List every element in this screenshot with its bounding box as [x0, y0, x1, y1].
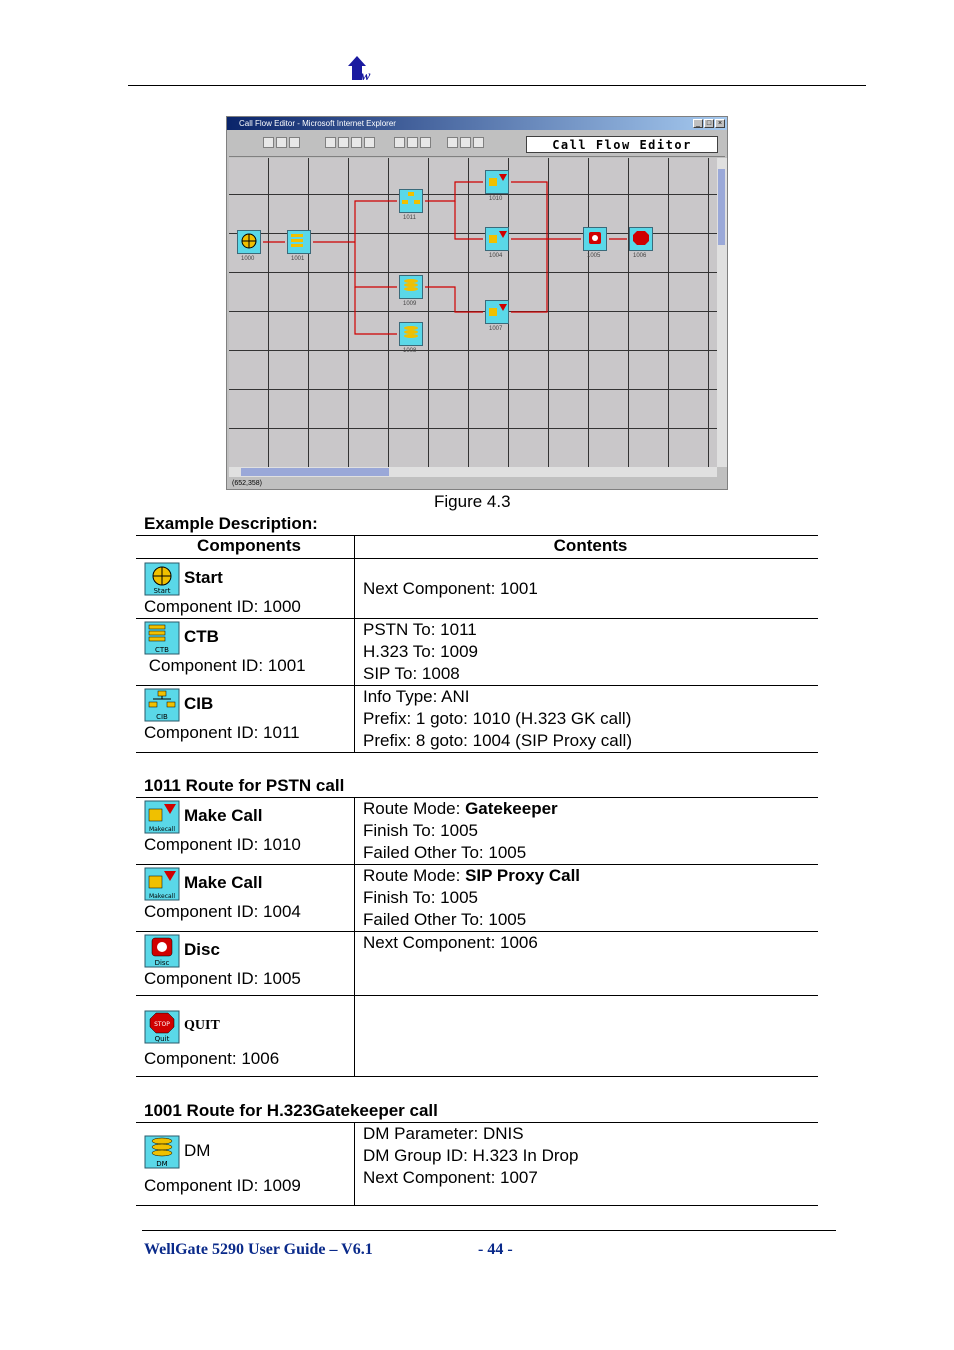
- flow-node-quit[interactable]: [629, 227, 653, 251]
- contents-line: SIP To: 1008: [363, 664, 460, 683]
- contents-line: Prefix: 1 goto: 1010 (H.323 GK call): [363, 709, 632, 728]
- component-name: QUIT: [184, 1018, 220, 1033]
- flow-node-id: 1000: [241, 256, 255, 262]
- window-controls: [693, 119, 725, 128]
- properties-icon[interactable]: [473, 137, 484, 148]
- horizontal-scroll-thumb[interactable]: [241, 468, 389, 476]
- open-icon[interactable]: [276, 137, 287, 148]
- flow-node-id: 1009: [403, 301, 417, 307]
- table-row: [136, 996, 818, 1077]
- cut-icon[interactable]: [325, 137, 336, 148]
- components-table: [136, 535, 818, 753]
- svg-text:Quit: Quit: [154, 1035, 170, 1043]
- svg-text:CIB: CIB: [156, 713, 168, 721]
- contents-line: Info Type: ANI: [363, 687, 470, 706]
- component-name: Start: [184, 568, 223, 587]
- contents-line: H.323 To: 1009: [363, 642, 478, 661]
- component-cell: [136, 798, 355, 865]
- footer-rule: [142, 1230, 836, 1231]
- contents-cell: [355, 996, 819, 1077]
- svg-text:Makecall: Makecall: [148, 893, 176, 900]
- page-number: - 44 -: [478, 1241, 513, 1258]
- contents-line: Finish To: 1005: [363, 821, 478, 840]
- paste-icon[interactable]: [351, 137, 362, 148]
- flow-node-dm-1009[interactable]: [399, 275, 423, 299]
- flow-node-makecall-1004[interactable]: [485, 227, 509, 251]
- flow-node-start[interactable]: [237, 230, 261, 254]
- contents-cell: [355, 798, 819, 865]
- svg-text:Start: Start: [153, 587, 171, 595]
- flow-node-disc[interactable]: [583, 227, 607, 251]
- figure-caption: Figure 4.3: [434, 492, 511, 511]
- start-icon: [144, 562, 180, 596]
- flow-node-makecall-1010[interactable]: [485, 170, 509, 194]
- contents-line: Next Component: 1007: [363, 1168, 538, 1187]
- flow-node-id: 1008: [403, 348, 417, 354]
- route-mode-value: SIP Proxy Call: [465, 866, 581, 885]
- component-name: Disc: [184, 940, 220, 959]
- table-row: [136, 559, 818, 619]
- flow-canvas[interactable]: [229, 158, 717, 467]
- table-row: [136, 1123, 818, 1206]
- pstn-route-table: [136, 797, 818, 1077]
- cursor-coordinates: (652,358): [232, 480, 262, 487]
- quit-icon: [144, 1010, 180, 1044]
- pointer-icon[interactable]: [407, 137, 418, 148]
- column-header-components: Components: [136, 536, 355, 559]
- contents-cell: [355, 1123, 819, 1206]
- contents-cell: [355, 865, 819, 932]
- zoom-icon[interactable]: [447, 137, 458, 148]
- route-mode-value: Gatekeeper: [465, 799, 558, 818]
- route-mode-label: Route Mode:: [363, 866, 466, 885]
- svg-text:w: w: [361, 69, 371, 82]
- disc-icon: [144, 934, 180, 968]
- svg-text:Disc: Disc: [154, 959, 170, 967]
- flow-node-dm-1008[interactable]: [399, 322, 423, 346]
- section-title: 1011 Route for PSTN call: [144, 776, 345, 795]
- flow-node-id: 1011: [403, 215, 416, 221]
- grid-icon[interactable]: [460, 137, 471, 148]
- table-row: [136, 932, 818, 996]
- flow-node-ctb[interactable]: [287, 230, 311, 254]
- vertical-scroll-thumb[interactable]: [718, 169, 725, 245]
- svg-text:Makecall: Makecall: [148, 826, 176, 833]
- flow-node-id: 1010: [489, 196, 503, 202]
- makecall-icon: [144, 867, 180, 901]
- component-cell: [136, 619, 355, 686]
- contents-line: DM Group ID: H.323 In Drop: [363, 1146, 579, 1165]
- call-flow-editor-window: [226, 116, 728, 490]
- component-cell: [136, 559, 355, 619]
- contents-line: Next Component: 1001: [363, 578, 538, 598]
- table-row: [136, 865, 818, 932]
- component-name: Make Call: [184, 873, 263, 892]
- window-title: Call Flow Editor - Microsoft Internet Explorer: [227, 117, 727, 130]
- component-id: Component ID: 1010: [144, 835, 301, 854]
- line-tool-icon[interactable]: [394, 137, 405, 148]
- route-mode-label: Route Mode:: [363, 799, 466, 818]
- contents-line: DM Parameter: DNIS: [363, 1124, 524, 1143]
- component-cell: [136, 686, 355, 753]
- table-row: [136, 798, 818, 865]
- component-id: Component: 1006: [144, 1049, 280, 1068]
- editor-toolbar: [229, 132, 725, 157]
- maximize-icon[interactable]: □: [704, 119, 714, 128]
- contents-cell: [355, 619, 819, 686]
- h323-route-table: [136, 1122, 818, 1206]
- component-cell: [136, 996, 355, 1077]
- component-id: Component ID: 1009: [144, 1176, 301, 1195]
- flow-node-id: 1004: [489, 253, 503, 259]
- close-icon[interactable]: ×: [715, 119, 725, 128]
- contents-line: Prefix: 8 goto: 1004 (SIP Proxy call): [363, 731, 632, 750]
- component-id: Component ID: 1001: [144, 656, 306, 675]
- column-header-contents: Contents: [355, 536, 819, 559]
- flow-node-id: 1006: [633, 253, 647, 259]
- contents-line: Failed Other To: 1005: [363, 910, 527, 929]
- flow-node-makecall-1007[interactable]: [485, 300, 509, 324]
- contents-cell: [355, 559, 819, 619]
- table-header-row: [136, 536, 818, 559]
- cib-icon: [144, 688, 180, 722]
- flow-node-id: 1007: [489, 326, 503, 332]
- flow-node-id: 1001: [291, 256, 305, 262]
- component-name: CIB: [184, 694, 214, 713]
- svg-text:CTB: CTB: [155, 646, 169, 654]
- flow-connections: [229, 158, 717, 467]
- component-id: Component ID: 1000: [144, 597, 301, 616]
- header-rule: [128, 85, 866, 86]
- hand-icon[interactable]: [420, 137, 431, 148]
- contents-cell: [355, 932, 819, 996]
- contents-line: Finish To: 1005: [363, 888, 478, 907]
- flow-node-id: 1005: [587, 253, 601, 259]
- component-name: DM: [184, 1141, 211, 1160]
- component-cell: [136, 1123, 355, 1206]
- component-cell: [136, 932, 355, 996]
- table-row: [136, 619, 818, 686]
- table-row: [136, 686, 818, 753]
- component-name: CTB: [184, 627, 219, 646]
- component-id: Component ID: 1011: [144, 723, 300, 742]
- section-title: 1001 Route for H.323Gatekeeper call: [144, 1101, 438, 1120]
- footer-guide-title: WellGate 5290 User Guide – V6.1: [144, 1241, 373, 1258]
- new-icon[interactable]: [263, 137, 274, 148]
- contents-line: PSTN To: 1011: [363, 620, 477, 639]
- svg-text:STOP: STOP: [154, 1021, 170, 1028]
- component-id: Component ID: 1005: [144, 969, 301, 988]
- copy-icon[interactable]: [338, 137, 349, 148]
- dm-icon: [144, 1135, 180, 1169]
- flow-node-cib[interactable]: [399, 189, 423, 213]
- save-icon[interactable]: [289, 137, 300, 148]
- section-title: Example Description:: [144, 514, 318, 533]
- contents-line: Failed Other To: 1005: [363, 843, 527, 862]
- call-flow-editor-banner: Call Flow Editor: [526, 136, 718, 153]
- svg-text:DM: DM: [156, 1160, 168, 1168]
- minimize-icon[interactable]: _: [693, 119, 703, 128]
- company-logo: [348, 56, 378, 82]
- component-cell: [136, 865, 355, 932]
- delete-icon[interactable]: [364, 137, 375, 148]
- makecall-icon: [144, 800, 180, 834]
- component-name: Make Call: [184, 806, 263, 825]
- contents-line: Next Component: 1006: [363, 933, 538, 952]
- component-id: Component ID: 1004: [144, 902, 301, 921]
- ctb-icon: [144, 621, 180, 655]
- contents-cell: [355, 686, 819, 753]
